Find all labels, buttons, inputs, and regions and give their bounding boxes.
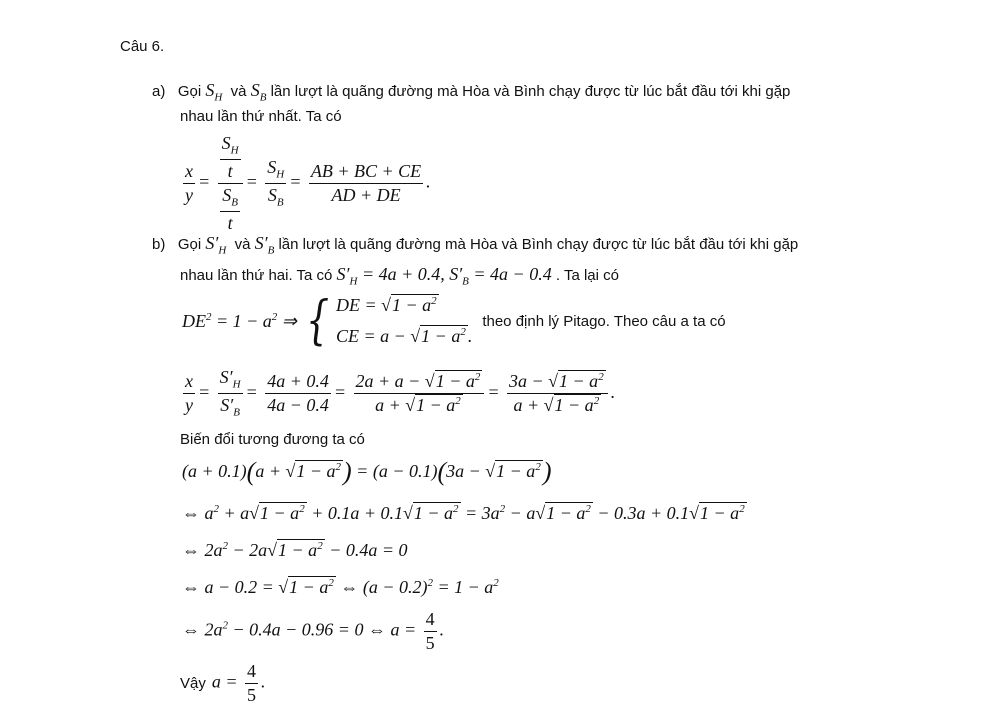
pitago-system: $DE^2 = 1 - a^2$ ⇒ { DE = $√1 - a^2$ CE = $a - √1 - a^2$ . theo định lý Pitago. Theo câu a ta có — [182, 291, 726, 351]
step-2: ⇔ $a^2 + a√1 - a^2 + 0.1a + 0.1√1 - a^2 = 3a^2 - a√1 - a^2 - 0.3a + 0.1√1 - a^2$ — [182, 503, 745, 523]
part-b-intro: b) Gọi $S'_H$ và $S'_B$ lần lượt là quãng đường mà Hòa và Bình chạy được từ lúc bắt đầu tới khi gặp — [152, 233, 799, 257]
conclusion: Vậy a = $\frac{4}{5}$ . — [180, 661, 266, 705]
part-a-equation: $\frac{x}{y}$ = $\frac{\frac{S_H}{t}}{\frac{S_B}{t}}$ = $\frac{S_H}{S_B}$ = $\frac{AB + BC + CE}{AD + DE}$ . — [185, 133, 431, 234]
transform-text: Biến đổi tương đương ta có — [180, 431, 365, 448]
ratio-equation: $\frac{x}{y}$ = $\frac{S'_H}{S'_B}$ = $\frac{4a + 0.4}{4a - 0.4}$ = $\frac{2a + a - √1 - a^2}{a + √1 - a^2}$ = $\frac{3a - √1 - a^2}{a + √1 - a^2}$ . — [185, 367, 616, 419]
part-a-line2: nhau lần thứ nhất. Ta có — [180, 108, 342, 125]
step-5: ⇔ $2a^2 - 0.4a - 0.96 = 0$ ⇔ a = $\frac{4}{5}$ . — [182, 609, 445, 653]
step-1: $(a + 0.1)(a + √1 - a^2) = (a - 0.1)(3a - √1 - a^2)$ — [182, 457, 552, 486]
part-b-label: b) — [152, 236, 166, 253]
pitago-text: theo định lý Pitago. Theo câu a ta có — [482, 312, 726, 330]
part-a-intro: a) Gọi $S_H$ và $S_B$ lần lượt là quãng đường mà Hòa và Bình chạy được từ lúc bắt đầu tới khi gặp — [152, 80, 791, 104]
part-a-label: a) — [152, 83, 166, 100]
step-4: ⇔ $a - 0.2 = √1 - a^2$ ⇔ $(a - 0.2)^2 = 1 - a^2$ — [182, 577, 499, 597]
question-heading: Câu 6. — [120, 38, 165, 55]
part-b-line2: nhau lần thứ hai. Ta có $S'_H = 4a + 0.4$, $S'_B = 4a - 0.4$ . Ta lại có — [180, 264, 619, 288]
step-3: ⇔ $2a^2 - 2a√1 - a^2 - 0.4a = 0$ — [182, 540, 408, 560]
